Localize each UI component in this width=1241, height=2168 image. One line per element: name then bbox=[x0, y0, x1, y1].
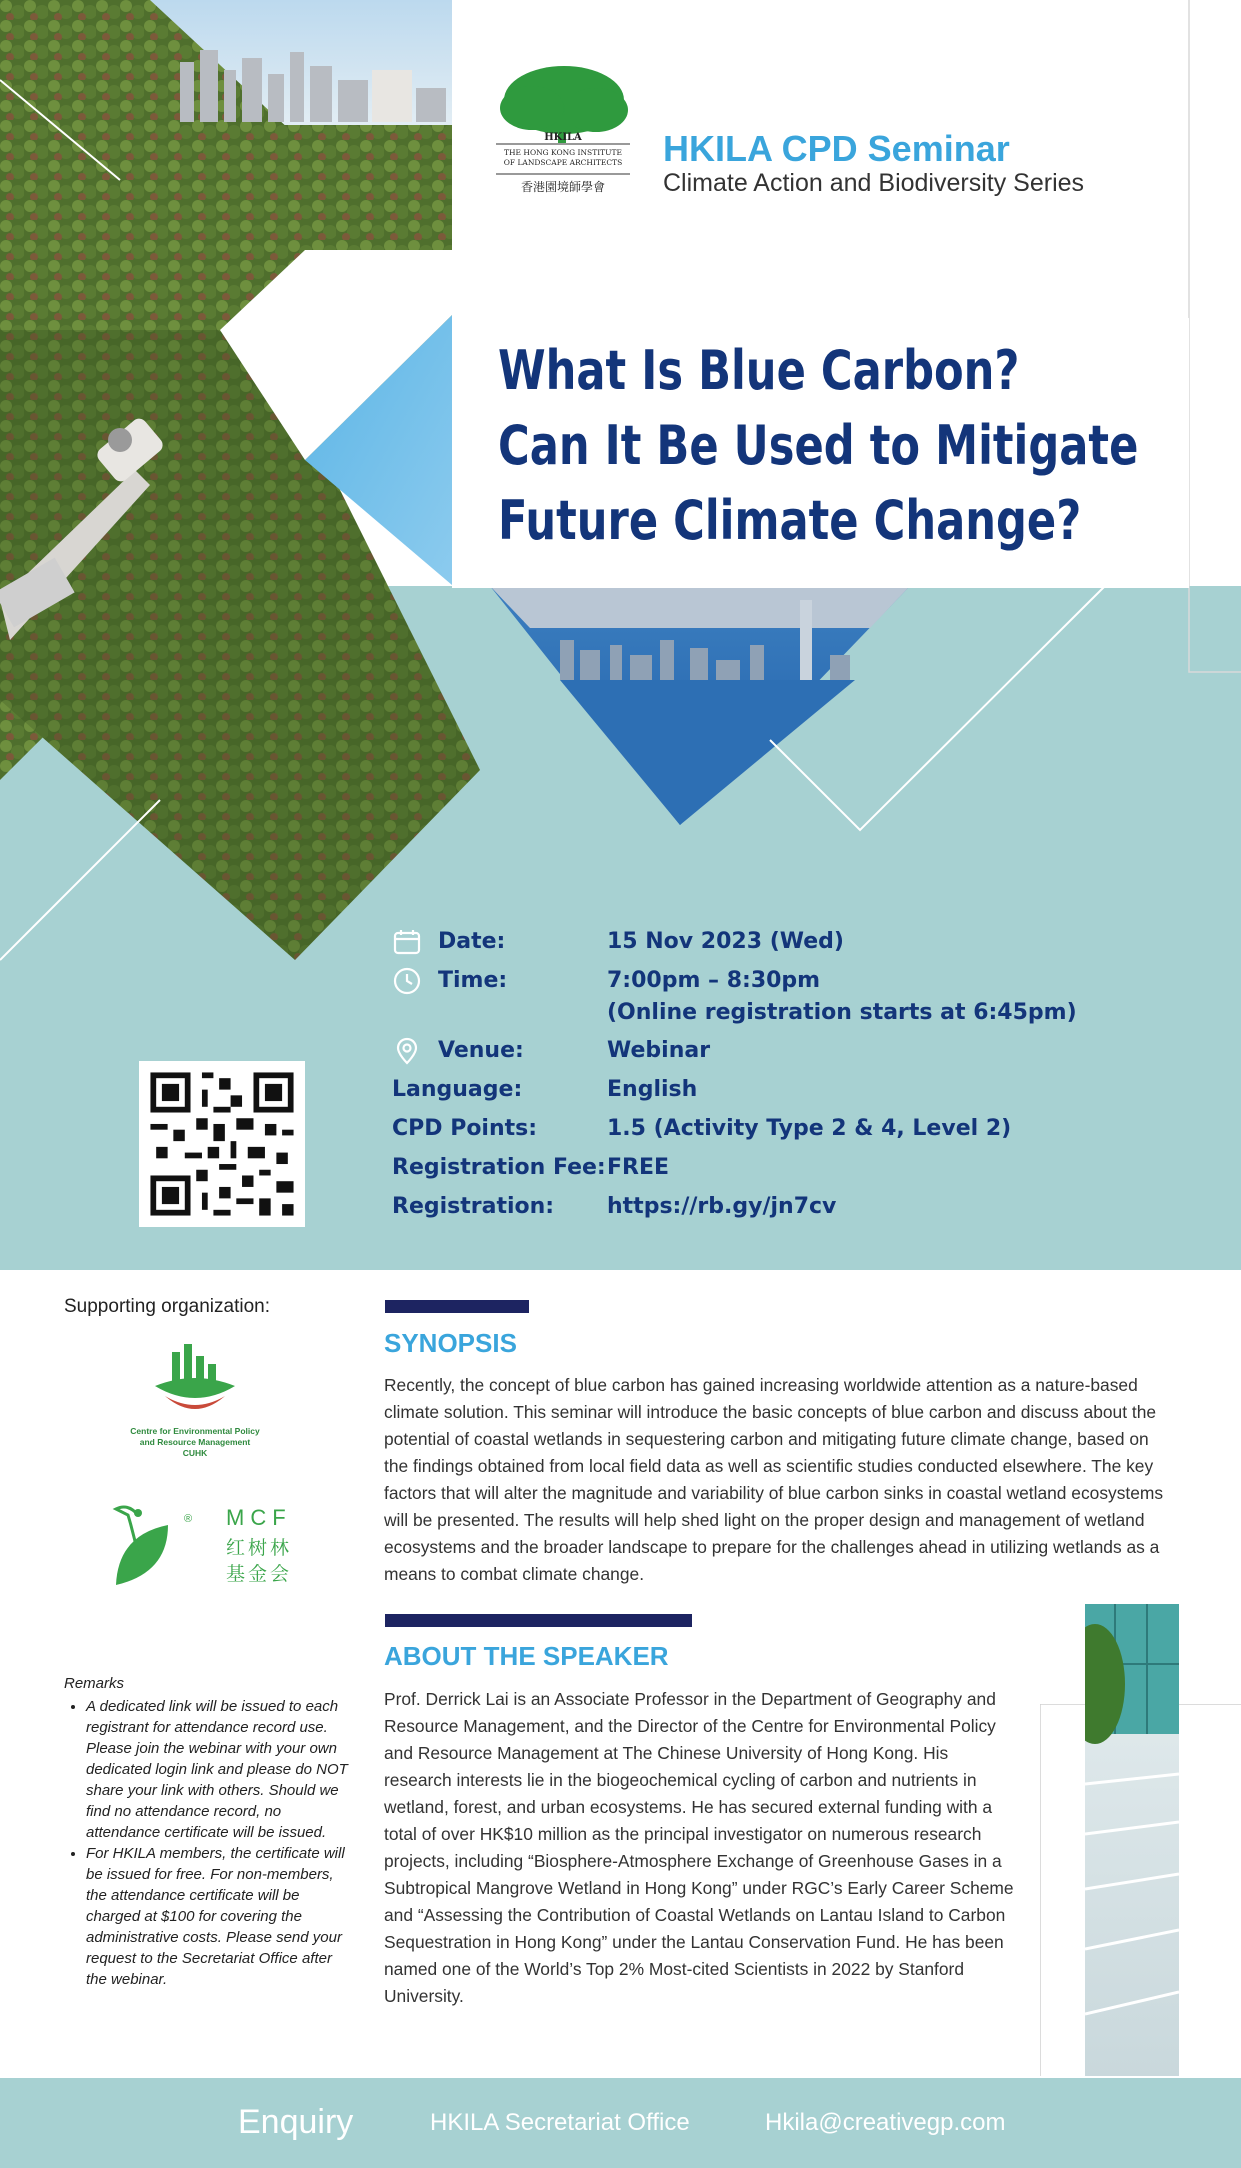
language-label: Language: bbox=[392, 1077, 523, 1102]
cpd-points-label: CPD Points: bbox=[392, 1116, 538, 1141]
mcf-chinese-line1: 红树林 bbox=[226, 1537, 293, 1559]
location-pin-icon bbox=[392, 1036, 422, 1066]
mcf-abbr: MCF bbox=[226, 1505, 292, 1530]
harbour-skyline bbox=[490, 586, 910, 628]
series-title: HKILA CPD Seminar bbox=[663, 128, 1010, 169]
cepr-cuhk-logo bbox=[110, 1340, 280, 1470]
cepr-name-line2: and Resource Management bbox=[139, 1437, 251, 1447]
qr-code-icon bbox=[139, 1061, 305, 1227]
logo-abbr: HKILA bbox=[544, 132, 582, 143]
remarks-title: Remarks bbox=[64, 1675, 125, 1692]
city-leaf-icon bbox=[110, 1340, 280, 1420]
walkway-photo bbox=[1085, 1604, 1179, 2076]
registration-fee-label: Registration Fee: bbox=[392, 1155, 606, 1180]
synopsis-title: SYNOPSIS bbox=[384, 1328, 517, 1358]
enquiry-email[interactable]: Hkila@creativegp.com bbox=[765, 2109, 1006, 2136]
cpd-points-value: 1.5 (Activity Type 2 & 4, Level 2) bbox=[607, 1116, 1012, 1141]
headline-line-3: Future Climate Change? bbox=[498, 489, 1082, 552]
remarks bbox=[64, 1673, 349, 1990]
harbour-sea bbox=[560, 680, 855, 825]
headline bbox=[498, 333, 1241, 558]
language-row bbox=[392, 1073, 1212, 1112]
time-row bbox=[392, 964, 1212, 1034]
supporting-organization-label: Supporting organization: bbox=[64, 1296, 270, 1317]
headline-line-2: Can It Be Used to Mitigate bbox=[498, 414, 1139, 477]
synopsis-text: Recently, the concept of blue carbon has gained increasing worldwide attention as a nature-based climate solution. This seminar will introduce the basic concepts of blue carbon and discuss about the potential of coastal wetlands in sequestering carbon and mitigating future climate change, based on the findings obtained from local field data as well as scientific studies conducted elsewhere. The key factors that will alter the magnitude and variability of blue carbon sinks in coastal wetland ecosystems will be presented. The results will help shed light on the proper design and management of wetland ecosystems and the broader landscape to prepare for the challenges ahead in utilizing wetlands as a means to combat climate change. bbox=[384, 1375, 1164, 1584]
venue-value: Webinar bbox=[607, 1038, 711, 1063]
venue-row bbox=[392, 1034, 1212, 1073]
date-value: 15 Nov 2023 (Wed) bbox=[607, 929, 844, 954]
date-label: Date: bbox=[438, 929, 506, 954]
headline-line-1: What Is Blue Carbon? bbox=[498, 339, 1020, 402]
speaker-title: ABOUT THE SPEAKER bbox=[384, 1641, 669, 1671]
time-note: (Online registration starts at 6:45pm) bbox=[607, 1000, 1077, 1025]
calendar-icon bbox=[392, 927, 422, 957]
time-value: 7:00pm – 8:30pm bbox=[607, 968, 821, 993]
venue-label: Venue: bbox=[438, 1038, 524, 1063]
mcf-registered-mark: ® bbox=[184, 1513, 193, 1525]
enquiry-office: HKILA Secretariat Office bbox=[430, 2109, 690, 2136]
remark-item: • For HKILA members, the certificate will be issued for free. For non-members, the attendance certificate will be charged at $100 for covering the administrative costs. Please send your request to the Secretariat Office after the webinar. bbox=[86, 1843, 349, 1990]
time-label: Time: bbox=[438, 968, 508, 993]
enquiry-label: Enquiry bbox=[238, 2103, 354, 2141]
language-value: English bbox=[607, 1077, 698, 1102]
date-row bbox=[392, 925, 1212, 964]
logo-name-line2: OF LANDSCAPE ARCHITECTS bbox=[503, 158, 623, 167]
cepr-name-line3: CUHK bbox=[182, 1448, 208, 1458]
registration-fee-row bbox=[392, 1151, 1212, 1190]
mcf-chinese-line2: 基金会 bbox=[226, 1563, 293, 1585]
cpd-points-row bbox=[392, 1112, 1212, 1151]
event-details bbox=[392, 925, 1212, 1229]
remarks-list bbox=[64, 1696, 349, 1990]
hkila-logo bbox=[492, 60, 634, 200]
registration-qr-code[interactable] bbox=[139, 1061, 305, 1227]
registration-link[interactable]: https://rb.gy/jn7cv bbox=[607, 1194, 837, 1219]
registration-fee-value: FREE bbox=[607, 1155, 670, 1180]
remark-item: • A dedicated link will be issued to each registrant for attendance record use. Please join the webinar with your own dedicated login link and please do NOT share your link with others. Should we find no attendance record, no attendance certificate will be issued. bbox=[86, 1696, 349, 1843]
series-subtitle: Climate Action and Biodiversity Series bbox=[663, 169, 1085, 197]
logo-name-line1: THE HONG KONG INSTITUTE bbox=[504, 148, 622, 157]
registration-label: Registration: bbox=[392, 1194, 555, 1219]
speaker-accent-bar bbox=[385, 1614, 692, 1627]
synopsis-accent-bar bbox=[385, 1300, 529, 1313]
cepr-name-line1: Centre for Environmental Policy bbox=[130, 1426, 260, 1436]
speaker-bio: Prof. Derrick Lai is an Associate Professor in the Department of Geography and Resource Management, and the Director of the Centre for Environmental Policy and Resource Management at The Chinese University of Hong Kong. His research interests lie in the biogeochemical cycling of carbon and nutrients in wetland, forest, and urban ecosystems. He has secured external funding with a total of over HK$10 million as the principal investigator on numerous research projects, including “Biosphere-Atmosphere Exchange of Greenhouse Gases in a Subtropical Mangrove Wetland in Hong Kong” under RGC’s Early Career Scheme and “Assessing the Contribution of Coastal Wetlands on Lantau Island to Carbon Sequestration in Hong Kong” under the Lantau Conservation Fund. He has been named one of the World’s Top 2% Most-cited Scientists in 2022 by Stanford University. bbox=[384, 1689, 1014, 2006]
logo-chinese: 香港園境師學會 bbox=[520, 180, 605, 194]
registration-row bbox=[392, 1190, 1212, 1229]
egret-leaf-icon bbox=[108, 1495, 188, 1595]
clock-icon bbox=[392, 966, 422, 996]
mcf-logo bbox=[108, 1495, 298, 1605]
